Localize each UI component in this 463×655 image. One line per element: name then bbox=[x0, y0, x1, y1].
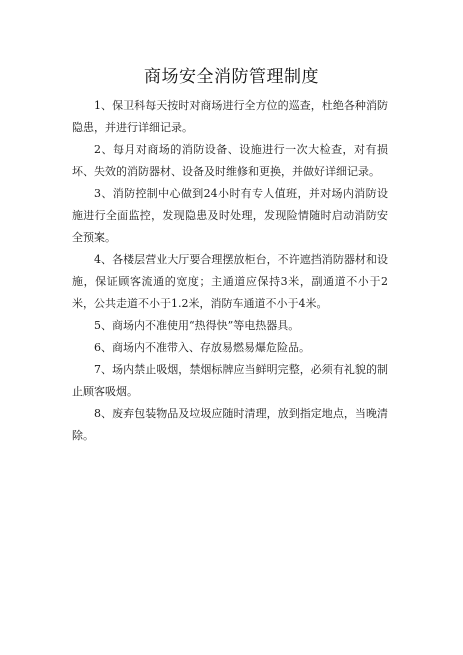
paragraph-3: 3、消防控制中心做到24小时有专人值班，并对场内消防设施进行全面监控，发现隐患及时处理，发现险情随时启动消防安全预案。 bbox=[72, 187, 388, 244]
paragraph-2: 2、每月对商场的消防设备、设施进行一次大检查，对有损坏、失效的消防器材、设备及时维修和更换，并做好详细记录。 bbox=[72, 143, 388, 178]
paragraph-4: 4、各楼层营业大厅要合理摆放柜台，不许遮挡消防器材和设施，保证顾客流通的宽度；主通道应保持3米，副通道不小于2米，公共走道不小于1.2米，消防车通道不小于4米。 bbox=[72, 253, 388, 310]
document-title: 商场安全消防管理制度 bbox=[144, 67, 319, 87]
paragraph-5: 5、商场内不准使用“热得快”等电热器具。 bbox=[94, 319, 300, 332]
paragraph-8: 8、废弃包装物品及垃圾应随时清理，放到指定地点，当晚清除。 bbox=[72, 407, 388, 442]
paragraph-6: 6、商场内不准带入、存放易燃易爆危险品。 bbox=[94, 341, 310, 354]
paragraph-7: 7、场内禁止吸烟，禁烟标牌应当鲜明完整，必须有礼貌的制止顾客吸烟。 bbox=[72, 363, 388, 398]
paragraph-1: 1、保卫科每天按时对商场进行全方位的巡查，杜绝各种消防隐患，并进行详细记录。 bbox=[72, 99, 388, 134]
document-body bbox=[72, 95, 388, 447]
